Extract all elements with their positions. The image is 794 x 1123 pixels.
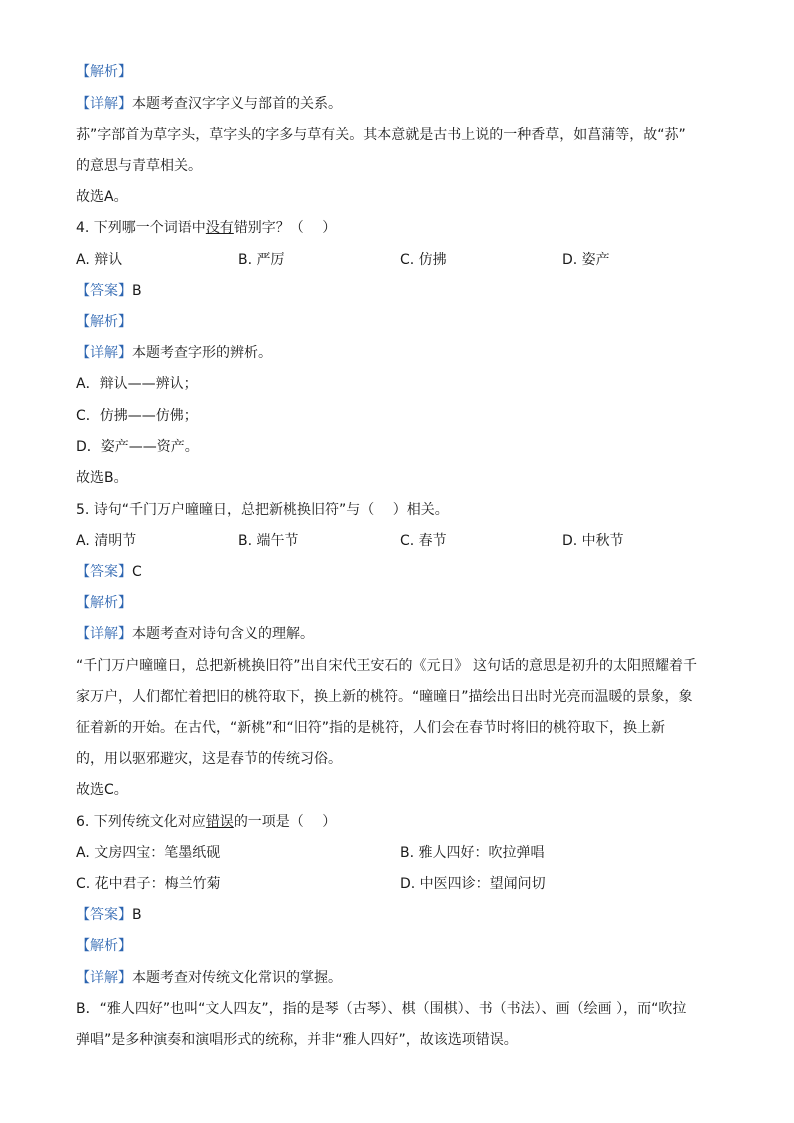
paragraph-line: 弹唱”是多种演奏和演唱形式的统称，并非“雅人四好”，故该选项错误。	[76, 1032, 518, 1048]
question-5-stem: 5. 诗句“千门万户曈曈日，总把新桃换旧符”与（ ）相关。	[76, 502, 449, 518]
stem-text: 错别字？（ ）	[233, 220, 337, 236]
detail-tag: 【详解】	[76, 96, 132, 112]
option-d: D. 中医四诊：望闻问切	[400, 876, 546, 892]
option-b: B. 雅人四好：吹拉弹唱	[400, 845, 545, 861]
stem-text: 6. 下列传统文化对应	[76, 814, 206, 830]
stem-text: 的一项是（ ）	[233, 814, 337, 830]
option-b: B. 严厉	[238, 252, 285, 268]
detail-line	[76, 343, 272, 363]
option-a: A. 清明节	[76, 533, 137, 549]
option-d: D. 中秋节	[562, 533, 624, 549]
answer-tag: 【答案】	[76, 907, 132, 923]
paragraph-line: 家万户，人们都忙着把旧的桃符取下，换上新的桃符。“曈曈日”描绘出日出时光亮而温暖的景象，象	[76, 689, 693, 705]
paragraph-line: 征着新的开始。在古代，“新桃”和“旧符”指的是桃符，人们会在春节时将旧的桃符取下，换上新	[76, 720, 666, 736]
stem-text: 4. 下列哪一个词语中	[76, 220, 206, 236]
answer-line	[76, 562, 142, 582]
detail-text: 本题考查字形的辨析。	[132, 345, 272, 361]
detail-line	[76, 624, 314, 644]
conclusion: 故选C。	[76, 782, 128, 798]
question-6-stem	[76, 812, 336, 832]
option-a: A. 文房四宝：笔墨纸砚	[76, 845, 221, 861]
paragraph-line: 荪”字部首为草字头，草字头的字多与草有关。其本意就是古书上说的一种香草，如菖蒲等，故“荪”	[76, 127, 686, 143]
analysis-heading: 【解析】	[76, 938, 132, 954]
option-c: C. 仿拂	[400, 252, 447, 268]
answer-value: B	[132, 283, 142, 299]
paragraph-line: 的意思与青草相关。	[76, 158, 202, 174]
question-4-stem	[76, 218, 336, 238]
option-b: B. 端午节	[238, 533, 299, 549]
detail-tag: 【详解】	[76, 970, 132, 986]
answer-line	[76, 905, 142, 925]
paragraph-line: “千门万户曈曈日，总把新桃换旧符”出自宋代王安石的《元日》 这句话的意思是初升的太阳照耀着千	[76, 658, 697, 674]
option-c: C. 春节	[400, 533, 447, 549]
detail-text: 本题考查对诗句含义的理解。	[132, 626, 314, 642]
option-a: A. 辩认	[76, 252, 123, 268]
analysis-heading: 【解析】	[76, 64, 132, 80]
correction-line: C．仿拂——仿佛；	[76, 408, 198, 424]
detail-line	[76, 94, 342, 114]
correction-line: D．姿产——资产。	[76, 439, 199, 455]
detail-text: 本题考查汉字字义与部首的关系。	[132, 96, 342, 112]
answer-value: B	[132, 907, 142, 923]
analysis-heading: 【解析】	[76, 314, 132, 330]
analysis-heading: 【解析】	[76, 595, 132, 611]
answer-tag: 【答案】	[76, 564, 132, 580]
option-d: D. 姿产	[562, 252, 610, 268]
stem-underlined: 没有	[205, 220, 234, 236]
paragraph-line: 的，用以驱邪避灾，这是春节的传统习俗。	[76, 751, 342, 767]
detail-text: 本题考查对传统文化常识的掌握。	[132, 970, 342, 986]
conclusion: 故选B。	[76, 470, 128, 486]
correction-line: A．辩认——辨认；	[76, 376, 198, 392]
option-c: C. 花中君子：梅兰竹菊	[76, 876, 221, 892]
answer-line	[76, 281, 142, 301]
detail-line	[76, 968, 342, 988]
answer-tag: 【答案】	[76, 283, 132, 299]
stem-underlined: 错误	[205, 814, 234, 830]
paragraph-line: B．“雅人四好”也叫“文人四友”，指的是琴（古琴）、棋（围棋）、书（书法）、画（绘画 ），而“吹拉	[76, 1001, 687, 1017]
detail-tag: 【详解】	[76, 626, 132, 642]
detail-tag: 【详解】	[76, 345, 132, 361]
answer-value: C	[132, 564, 142, 580]
conclusion: 故选A。	[76, 189, 128, 205]
